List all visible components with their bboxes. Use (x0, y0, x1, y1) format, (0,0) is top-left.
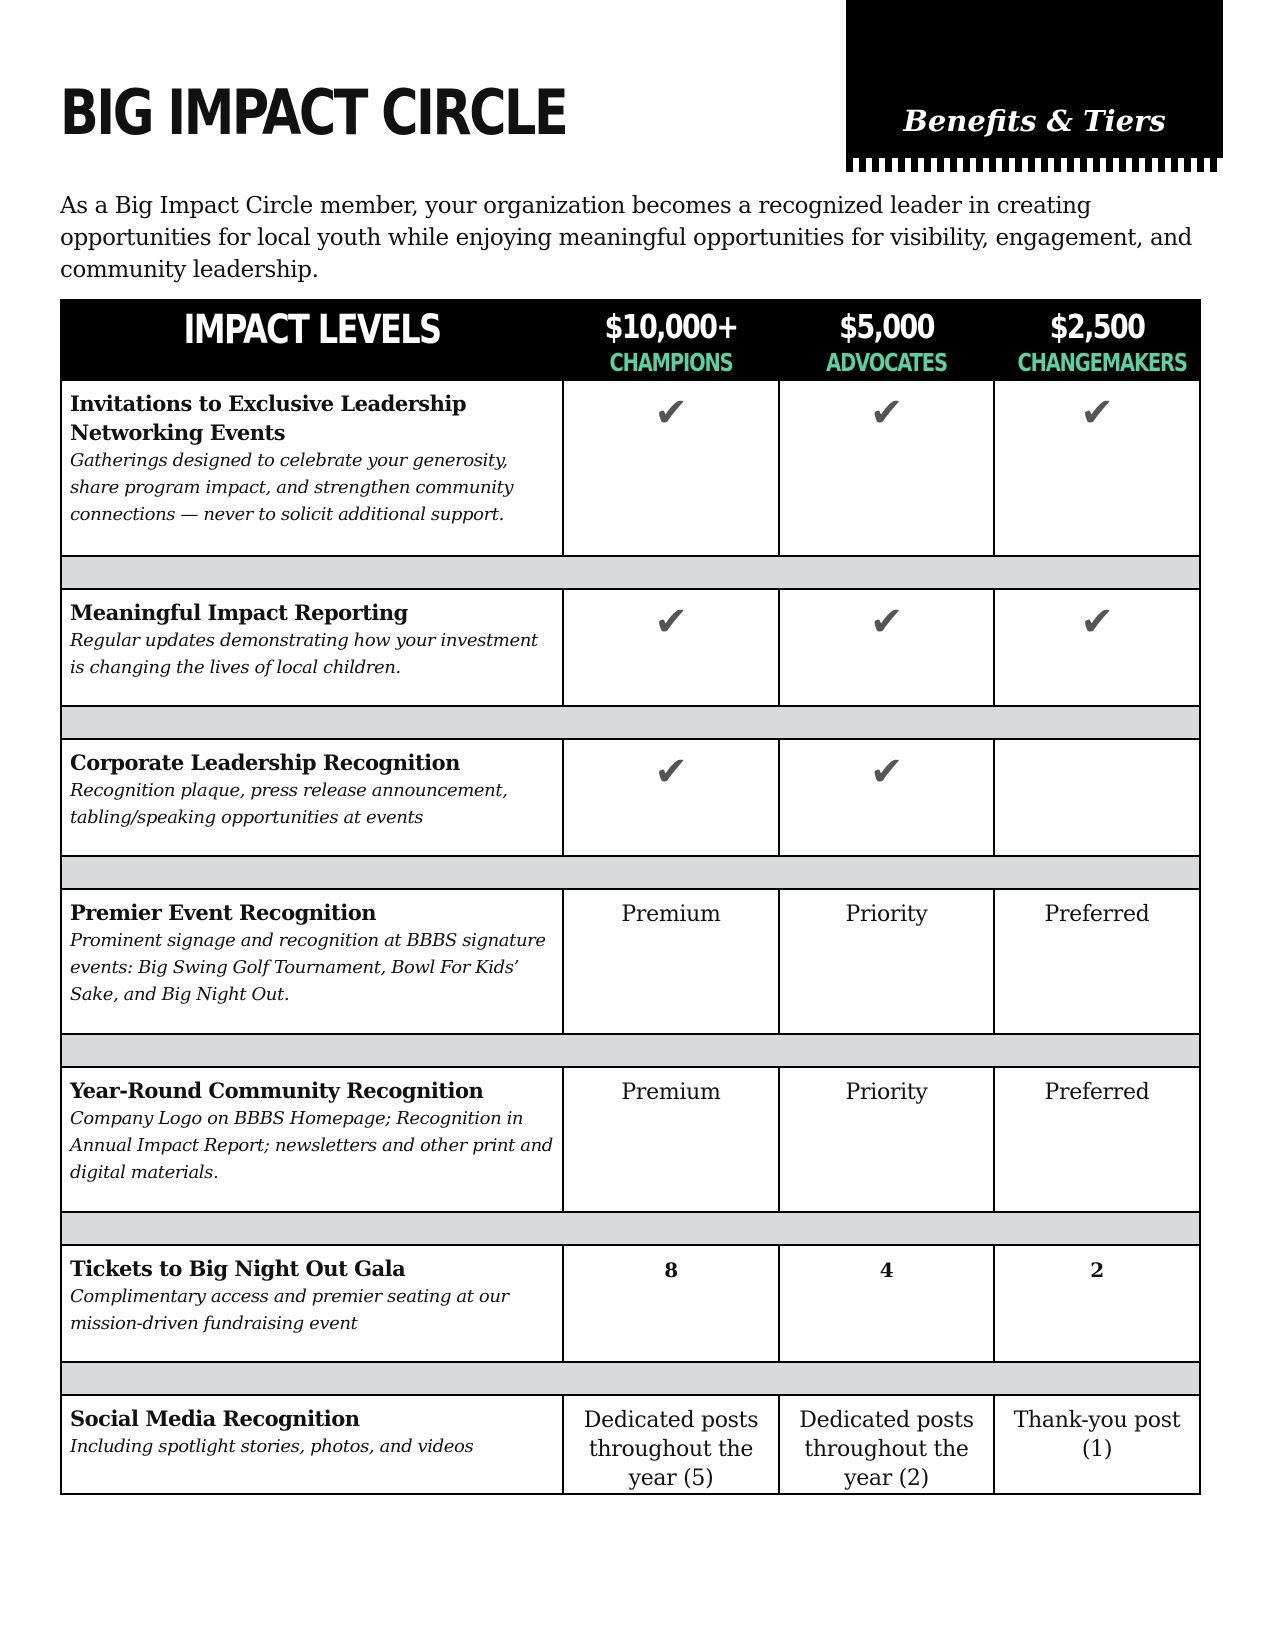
benefit-description: Company Logo on BBBS Homepage; Recognition in Annual Impact Report; newsletters and other print and digital materials. (70, 1108, 553, 1183)
tier-name: ADVOCATES (826, 348, 947, 377)
table-row (61, 889, 1200, 1034)
benefit-title: Corporate Leadership Recognition (70, 750, 460, 775)
checkmark-icon: ✔ (1080, 390, 1114, 436)
benefit-title: Premier Event Recognition (70, 900, 376, 925)
checkmark-icon: ✔ (869, 749, 904, 795)
tier-value-cell: Preferred (994, 889, 1200, 1034)
benefit-description: Recognition plaque, press release announcement, tabling/speaking opportunities at events (70, 780, 508, 828)
row-divider (61, 1034, 1200, 1067)
tier-value-cell (563, 589, 779, 706)
tier-value-cell (994, 739, 1200, 856)
tier-value-cell (563, 739, 779, 856)
checkmark-icon: ✔ (654, 599, 688, 645)
tier-value-cell: 8 (563, 1245, 779, 1362)
benefit-cell (61, 380, 563, 556)
benefit-cell (61, 1395, 563, 1494)
benefits-tab (846, 0, 1223, 172)
table-row (61, 1245, 1200, 1362)
tier-price: $10,000+ (604, 307, 738, 346)
tier-value-cell (994, 589, 1200, 706)
tier-value-cell: Dedicated posts throughout the year (5) (563, 1395, 779, 1494)
row-divider (61, 1362, 1200, 1395)
table-row (61, 739, 1200, 856)
intro-paragraph: As a Big Impact Circle member, your organization becomes a recognized leader in creating opportunities for local youth while enjoying meaningful opportunities for visibility, engagement, and community leadership. (60, 193, 1192, 283)
checkmark-icon: ✔ (1080, 599, 1114, 645)
table-row (61, 380, 1200, 556)
tier-value-cell: 2 (994, 1245, 1200, 1362)
benefit-title: Meaningful Impact Reporting (70, 600, 408, 625)
benefit-title: Invitations to Exclusive Leadership Networking Events (70, 391, 467, 445)
benefit-cell (61, 589, 563, 706)
table-row (61, 1067, 1200, 1212)
row-divider (61, 706, 1200, 739)
benefit-description: Prominent signage and recognition at BBBS signature events: Big Swing Golf Tournament, Bowl For Kids’ Sake, and Big Night Out. (70, 930, 546, 1005)
tier-value-cell: Dedicated posts throughout the year (2) (779, 1395, 994, 1494)
tier-value-cell: 4 (779, 1245, 994, 1362)
impact-levels-heading: IMPACT LEVELS (61, 300, 563, 380)
benefit-description: Complimentary access and premier seating at our mission-driven fundraising event (70, 1286, 509, 1334)
checkmark-icon: ✔ (869, 599, 904, 645)
page-title: BIG IMPACT CIRCLE (60, 76, 567, 149)
tier-value-cell: Premium (563, 1067, 779, 1212)
benefit-cell (61, 1067, 563, 1212)
benefit-title: Tickets to Big Night Out Gala (70, 1256, 406, 1281)
tier-header (994, 300, 1200, 380)
benefit-description: Regular updates demonstrating how your investment is changing the lives of local children. (70, 630, 538, 678)
benefit-cell (61, 1245, 563, 1362)
tab-fringe (846, 158, 1223, 172)
benefit-title: Year-Round Community Recognition (70, 1078, 484, 1103)
row-divider (61, 556, 1200, 589)
tier-value-cell: Preferred (994, 1067, 1200, 1212)
benefit-cell (61, 739, 563, 856)
tier-value-cell (563, 380, 779, 556)
checkmark-icon: ✔ (869, 390, 904, 436)
benefit-description: Including spotlight stories, photos, and videos (70, 1436, 474, 1457)
tier-value-cell: Premium (563, 889, 779, 1034)
tier-price: $5,000 (839, 307, 934, 346)
benefit-description: Gatherings designed to celebrate your generosity, share program impact, and strengthen community connections — never to solicit additional support. (70, 450, 514, 525)
table-header-row (61, 300, 1200, 380)
row-divider (61, 856, 1200, 889)
tier-header (779, 300, 994, 380)
benefit-cell (61, 889, 563, 1034)
row-divider (61, 1212, 1200, 1245)
checkmark-icon: ✔ (654, 390, 688, 436)
benefit-title: Social Media Recognition (70, 1406, 360, 1431)
tier-value-cell (779, 739, 994, 856)
tier-value-cell: Thank-you post (1) (994, 1395, 1200, 1494)
table-row (61, 1395, 1200, 1494)
tier-value-cell: Priority (779, 1067, 994, 1212)
benefits-table (60, 299, 1201, 1495)
tier-value-cell (779, 380, 994, 556)
tier-value-cell (779, 589, 994, 706)
tier-name: CHANGEMAKERS (1017, 348, 1187, 377)
tier-price: $2,500 (1049, 307, 1145, 346)
tier-value-cell (994, 380, 1200, 556)
tier-value-cell: Priority (779, 889, 994, 1034)
tier-header (563, 300, 779, 380)
table-row (61, 589, 1200, 706)
tier-name: CHAMPIONS (609, 348, 733, 377)
checkmark-icon: ✔ (654, 749, 688, 795)
tab-label: Benefits & Tiers (903, 104, 1166, 138)
